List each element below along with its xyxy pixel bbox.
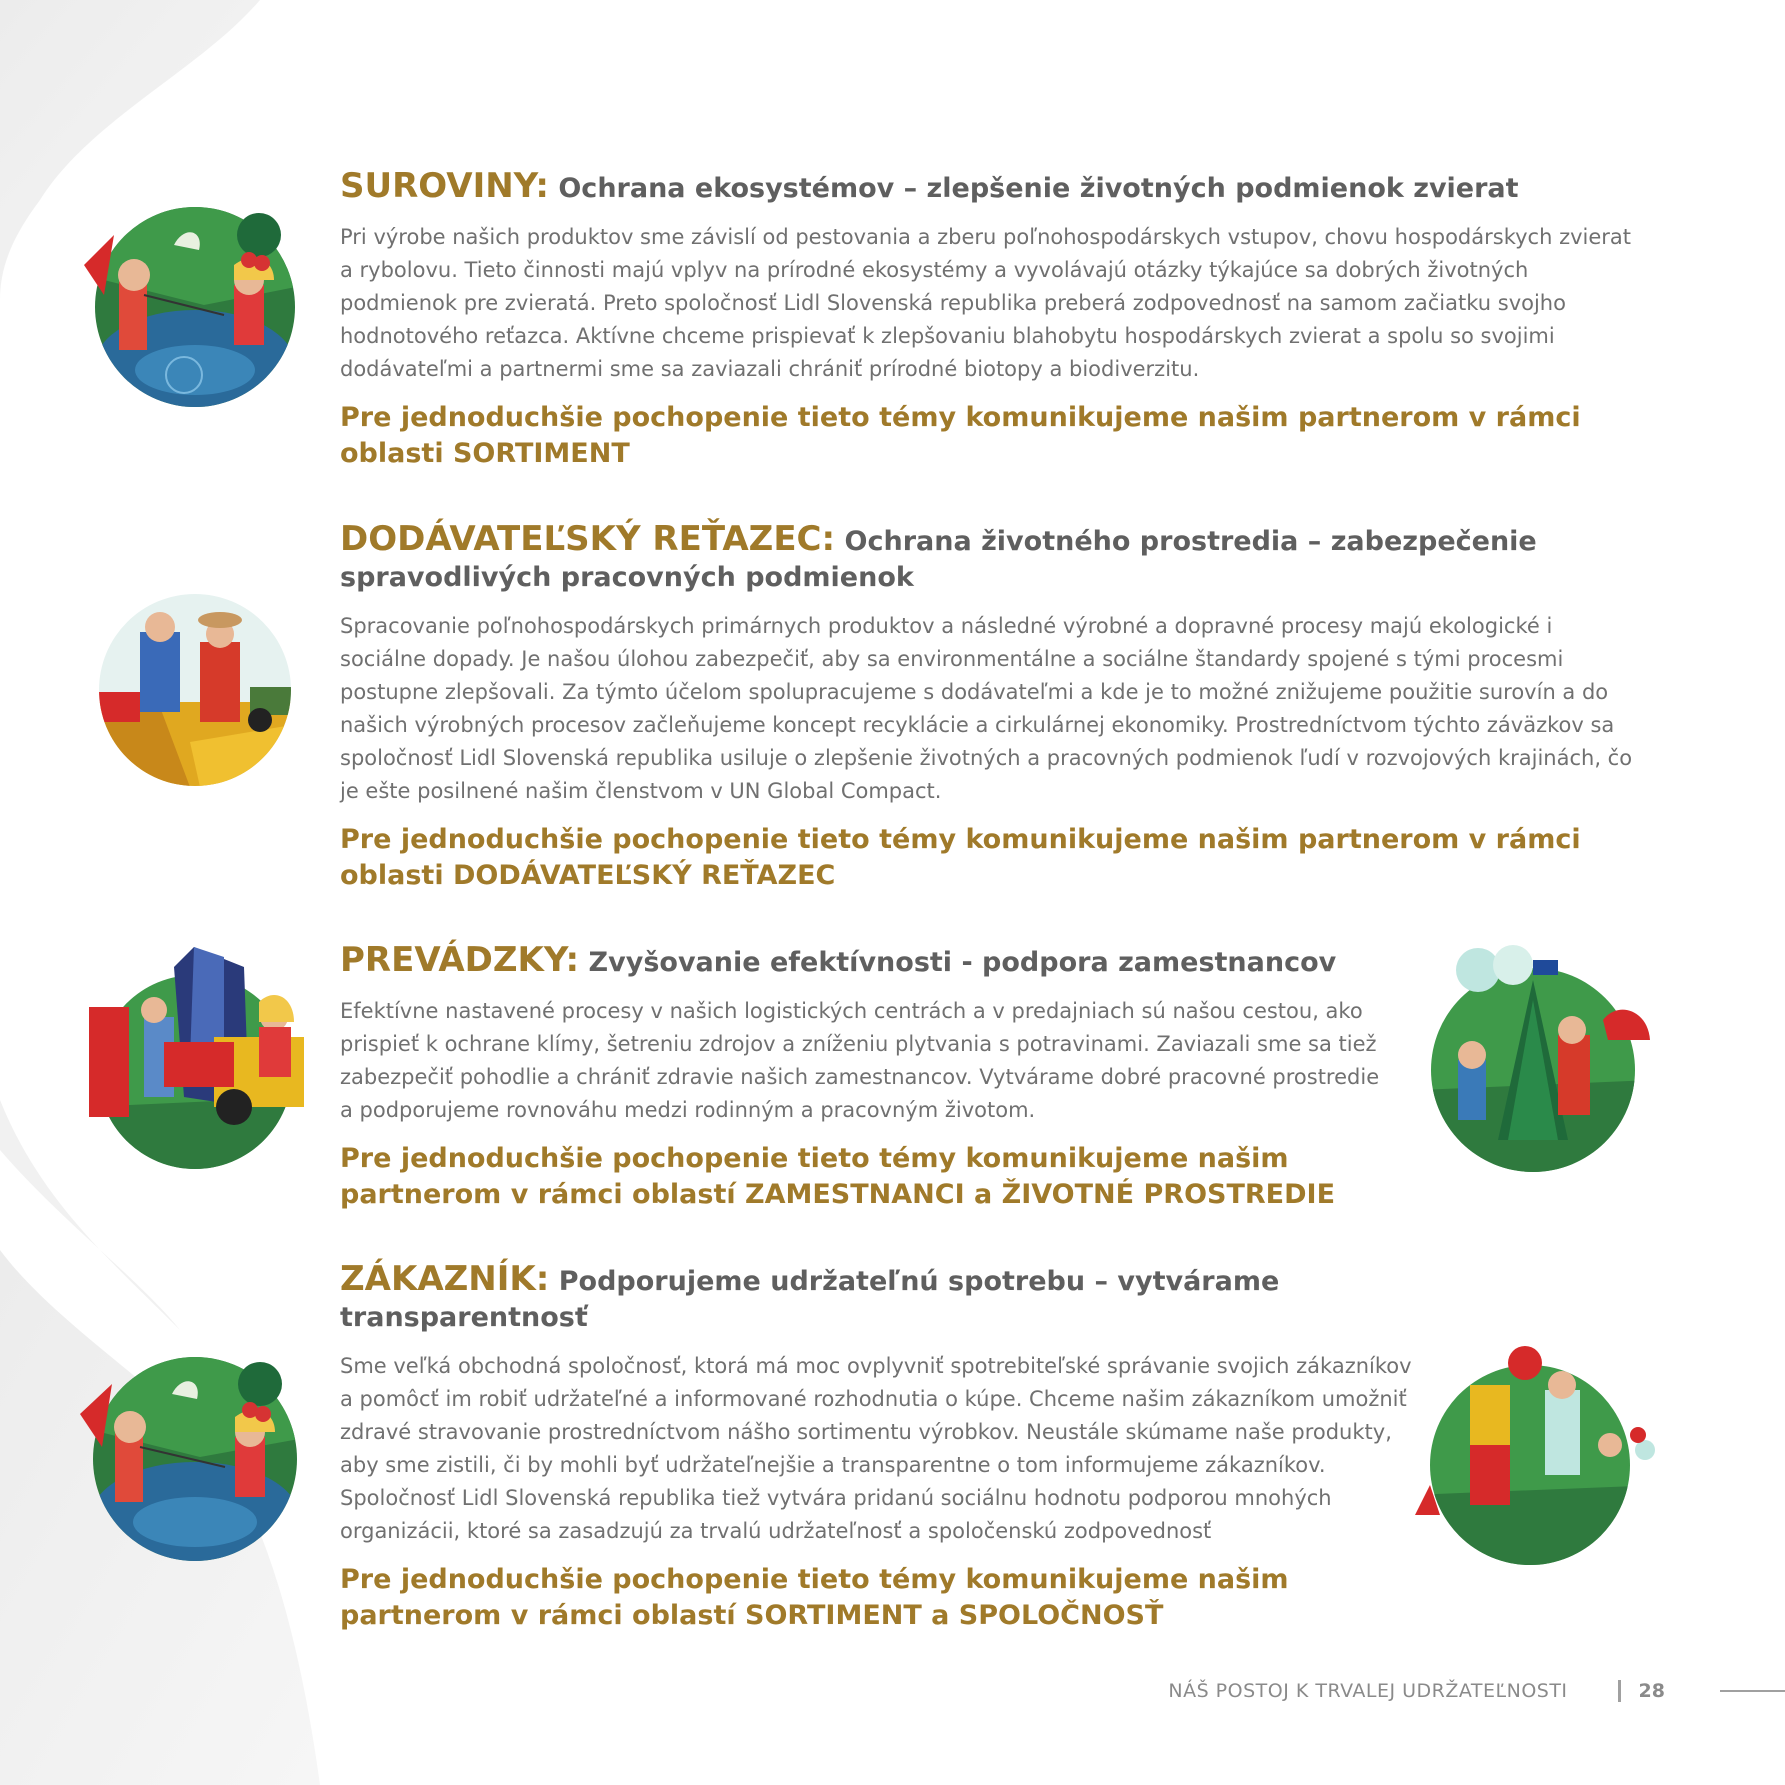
section-body: Spracovanie poľnohospodárskych primárnych produktov a následné výrobné a dopravné procesy majú ekologické i sociálne dopady. Je našou úlohou zabezpečiť, aby sa environmentálne a sociálne štandardy spojené s tými procesmi postupne zlepšovali. Za týmto účelom spolupracujeme s dodávateľmi a kde je to možné znižujeme použitie surovín a do našich výrobných procesov začleňujeme koncept recyklácie a cirkulárnej ekonomiky. Prostredníctvom týchto záväzkov sa spoločnosť Lidl Slovenská republika usiluje o zlepšenie životných a pracovných podmienok ľudí v rozvojových krajinách, čo je ešte posilnené našim členstvom v UN Global Compact.	[340, 614, 1633, 803]
section-keyword: ZÁKAZNÍK:	[340, 1259, 550, 1299]
section-cta: Pre jednoduchšie pochopenie tieto témy komunikujeme našim partnerom v rámci oblastí SORTIMENT a SPOLOČNOSŤ	[340, 1564, 1289, 1631]
supply-chain-illustration	[80, 592, 310, 787]
section-heading	[340, 168, 1640, 207]
footer-divider	[1618, 1680, 1621, 1702]
section-keyword: SUROVINY:	[340, 166, 549, 206]
customer-fishing-illustration	[80, 1352, 310, 1562]
page-footer	[1168, 1676, 1785, 1706]
section-suroviny	[340, 168, 1640, 472]
customer-ballgame-illustration	[1410, 1345, 1660, 1570]
section-subtitle: Zvyšovanie efektívnosti - podpora zamestnancov	[588, 947, 1337, 978]
section-cta: Pre jednoduchšie pochopenie tieto témy komunikujeme našim partnerom v rámci oblastí ZAMESTNANCI a ŽIVOTNÉ PROSTREDIE	[340, 1143, 1336, 1210]
tree-planting-illustration	[1418, 940, 1653, 1180]
section-prevadzky	[340, 942, 1380, 1213]
section-keyword: DODÁVATEĽSKÝ REŤAZEC:	[340, 519, 836, 559]
section-subtitle: Podporujeme udržateľnú spotrebu – vytvárame transparentnosť	[340, 1266, 1280, 1333]
section-keyword: PREVÁDZKY:	[340, 940, 580, 980]
section-heading	[340, 942, 1380, 981]
footer-title: NÁŠ POSTOJ K TRVALEJ UDRŽATEĽNOSTI	[1168, 1680, 1568, 1702]
section-heading	[340, 1261, 1420, 1336]
section-zakaznik	[340, 1261, 1420, 1634]
operations-truck-illustration	[84, 947, 306, 1172]
section-body: Sme veľká obchodná spoločnosť, ktorá má moc ovplyvniť spotrebiteľské správanie svojich zákazníkov a pomôcť im robiť udržateľné a informované rozhodnutia o kúpe. Chceme našim zákazníkom umožniť zdravé stravovanie prostredníctvom nášho sortimentu výrobkov. Neustále skúmame naše produkty, aby sme zistili, či by mohli byť udržateľnejšie a transparentne o tom informujeme zákazníkov. Spoločnosť Lidl Slovenská republika tiež vytvára pridanú sociálnu hodnotu podporou mnohých organizácii, ktoré sa zasadzujú za trvalú udržateľnosť a spoločenskú zodpovednosť	[340, 1354, 1412, 1543]
page-number: 28	[1638, 1680, 1665, 1702]
section-body: Pri výrobe našich produktov sme závislí od pestovania a zberu poľnohospodárskych vstupov, chovu hospodárskych zvierat a rybolovu. Tieto činnosti majú vplyv na prírodné ekosystémy a vyvolávajú otázky týkajúce sa dobrých životných podmienok pre zvieratá. Preto spoločnosť Lidl Slovenská republika preberá zodpovednosť na samom začiatku svojho hodnotového reťazca. Aktívne chceme prispievať k zlepšovaniu blahobytu hospodárskych zvierat a spolu so svojimi dodávateľmi a partnermi sme sa zaviazali chrániť prírodné biotopy a biodiverzitu.	[340, 225, 1632, 381]
section-subtitle: Ochrana životného prostredia – zabezpečenie spravodlivých pracovných podmienok	[340, 526, 1537, 593]
fishing-kids-illustration	[84, 205, 306, 410]
section-cta: Pre jednoduchšie pochopenie tieto témy komunikujeme našim partnerom v rámci oblasti DODÁVATEĽSKÝ REŤAZEC	[340, 824, 1581, 891]
footer-rule	[1720, 1690, 1785, 1692]
section-body: Efektívne nastavené procesy v našich logistických centrách a v predajniach sú našou cestou, ako prispieť k ochrane klímy, šetreniu zdrojov a zníženiu plytvania s potravinami. Zaviazali sme sa tiež zabezpečiť pohodlie a chrániť zdravie našich zamestnancov. Vytvárame dobré pracovné prostredie a podporujeme rovnováhu medzi rodinným a pracovným životom.	[340, 999, 1380, 1122]
section-dodavatelsky-retazec	[340, 521, 1640, 894]
section-heading	[340, 521, 1640, 596]
section-subtitle: Ochrana ekosystémov – zlepšenie životných podmienok zvierat	[558, 173, 1519, 204]
section-cta: Pre jednoduchšie pochopenie tieto témy komunikujeme našim partnerom v rámci oblasti SORTIMENT	[340, 402, 1581, 469]
